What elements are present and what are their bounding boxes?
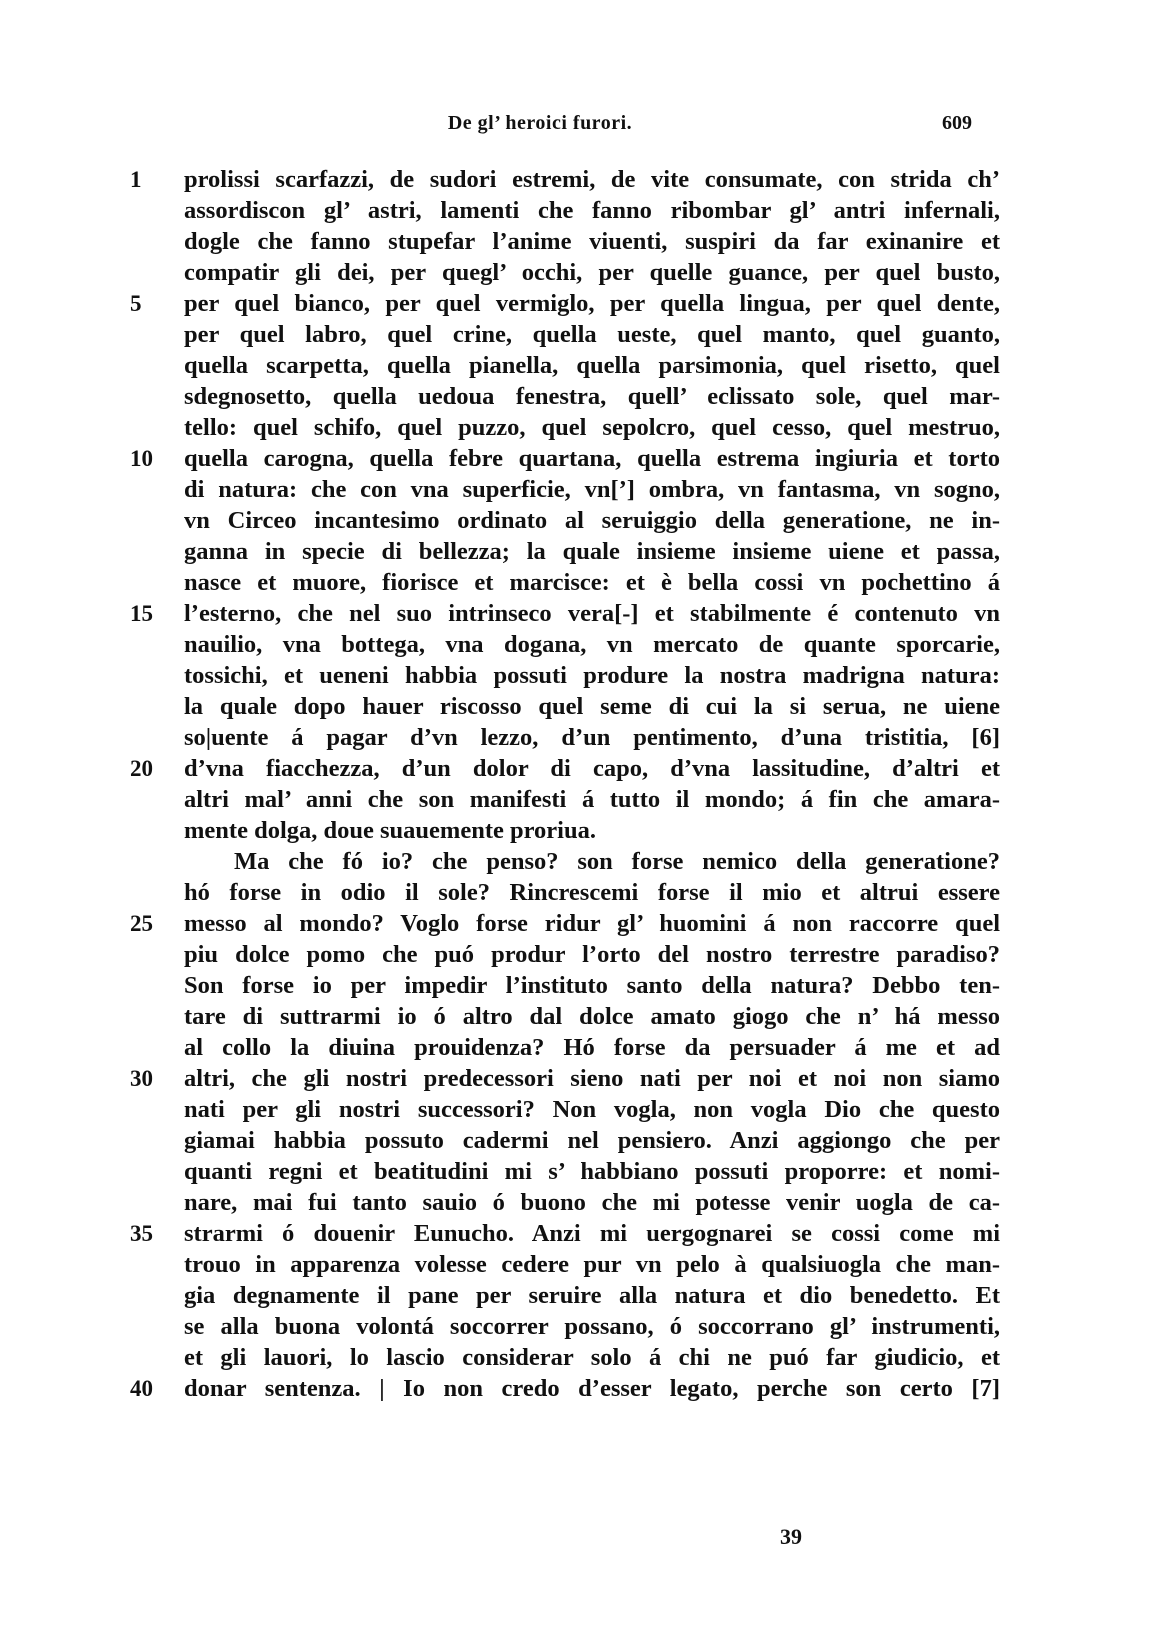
line-text: altri mal’ anni che son manifesti á tutto il mondo; á fin che amara- <box>184 786 1000 813</box>
line-number: 20 <box>130 756 153 781</box>
line-text: dogle che fanno stupefar l’anime viuenti, suspiri da far exinanire et <box>184 228 1000 255</box>
line-number: 25 <box>130 911 153 936</box>
line-text: strarmi ó douenir Eunucho. Anzi mi uergognarei se cossi come mi <box>184 1220 1000 1247</box>
line-text: d’vna fiacchezza, d’un dolor di capo, d’vna lassitudine, d’altri et <box>184 755 1000 782</box>
text-line <box>130 567 1010 598</box>
text-line <box>130 1001 1010 1032</box>
text-line <box>130 474 1010 505</box>
line-text: tare di suttrarmi io ó altro dal dolce amato giogo che n’ há messo <box>184 1003 1000 1030</box>
text-line <box>130 443 1010 474</box>
line-text: di natura: che con vna superficie, vn[’] ombra, vn fantasma, vn sogno, <box>184 476 1000 503</box>
text-line <box>130 939 1010 970</box>
text-line <box>130 226 1010 257</box>
line-text: compatir gli dei, per quegl’ occhi, per quelle guance, per quel busto, <box>184 259 1000 286</box>
line-text: nare, mai fui tanto sauio ó buono che mi potesse venir uogla de ca- <box>184 1189 1000 1216</box>
text-line <box>130 1094 1010 1125</box>
line-text: assordiscon gl’ astri, lamenti che fanno ribombar gl’ antri infernali, <box>184 197 1000 224</box>
line-text: al collo la diuina prouidenza? Hó forse da persuader á me et ad <box>184 1034 1000 1061</box>
line-number: 1 <box>130 167 142 192</box>
text-line <box>130 660 1010 691</box>
line-text: nati per gli nostri successori? Non vogla, non vogla Dio che questo <box>184 1096 1000 1123</box>
line-text: gia degnamente il pane per seruire alla natura et dio benedetto. Et <box>184 1282 1000 1309</box>
text-line <box>130 722 1010 753</box>
line-number: 5 <box>130 291 142 316</box>
text-line <box>130 350 1010 381</box>
text-line <box>130 1249 1010 1280</box>
line-text: nauilio, vna bottega, vna dogana, vn mercato de quante sporcarie, <box>184 631 1000 658</box>
line-text: prolissi scarfazzi, de sudori estremi, de vite consumate, con strida ch’ <box>184 166 1000 193</box>
line-text: giamai habbia possuto cadermi nel pensiero. Anzi aggiongo che per <box>184 1127 1000 1154</box>
text-line <box>130 1311 1010 1342</box>
line-number: 10 <box>130 446 153 471</box>
text-line <box>130 319 1010 350</box>
text-line <box>130 753 1010 784</box>
text-line <box>130 629 1010 660</box>
text-line <box>130 815 1010 846</box>
text-line <box>130 1373 1010 1404</box>
line-text: tello: quel schifo, quel puzzo, quel sepolcro, quel cesso, quel mestruo, <box>184 414 1000 441</box>
line-text: tossichi, et ueneni habbia possuti produre la nostra madrigna natura: <box>184 662 1000 689</box>
line-text: quanti regni et beatitudini mi s’ habbiano possuti proporre: et nomi- <box>184 1158 1000 1185</box>
line-number: 15 <box>130 601 153 626</box>
line-text: hó forse in odio il sole? Rincrescemi forse il mio et altrui essere <box>184 879 1000 906</box>
running-title: De gl’ heroici furori. <box>447 112 633 134</box>
text-line <box>130 598 1010 629</box>
line-text: sdegnosetto, quella uedoua fenestra, quell’ eclissato sole, quel mar- <box>184 383 1000 410</box>
line-text: so|uente á pagar d’vn lezzo, d’un pentimento, d’una tristitia, [6] <box>184 724 1000 751</box>
line-text: messo al mondo? Voglo forse ridur gl’ huomini á non raccorre quel <box>184 910 1000 937</box>
line-text: quella scarpetta, quella pianella, quella parsimonia, quel risetto, quel <box>184 352 1000 379</box>
text-line <box>130 164 1010 195</box>
text-line <box>130 908 1010 939</box>
text-line <box>130 1063 1010 1094</box>
text-line <box>130 1156 1010 1187</box>
text-line <box>130 288 1010 319</box>
line-text: mente dolga, doue suauemente proriua. <box>184 817 596 844</box>
line-text: vn Circeo incantesimo ordinato al seruiggio della generatione, ne in- <box>184 507 1000 534</box>
line-text: la quale dopo hauer riscosso quel seme di cui la si serua, ne uiene <box>184 693 1000 720</box>
text-line <box>130 505 1010 536</box>
line-text: nasce et muore, fiorisce et marcisce: et è bella cossi vn pochettino á <box>184 569 1000 596</box>
line-text: l’esterno, che nel suo intrinseco vera[-] et stabilmente é contenuto vn <box>184 600 1000 627</box>
text-line <box>130 412 1010 443</box>
line-text: altri, che gli nostri predecessori sieno nati per noi et noi non siamo <box>184 1065 1000 1092</box>
text-line <box>130 970 1010 1001</box>
page-number: 609 <box>942 112 972 134</box>
text-line <box>130 846 1010 877</box>
line-text: Son forse io per impedir l’instituto santo della natura? Debbo ten- <box>184 972 1000 999</box>
text-line <box>130 1187 1010 1218</box>
line-text: se alla buona volontá soccorrer possano, ó soccorrano gl’ instrumenti, <box>184 1313 1000 1340</box>
line-text: quella carogna, quella febre quartana, quella estrema ingiuria et torto <box>184 445 1000 472</box>
line-text: trouo in apparenza volesse cedere pur vn pelo à qualsiuogla che man- <box>184 1251 1000 1278</box>
text-block <box>130 164 1010 1404</box>
signature-mark: 39 <box>780 1524 802 1549</box>
line-text: et gli lauori, lo lascio considerar solo á chi ne puó far giudicio, et <box>184 1344 1000 1371</box>
text-line <box>130 691 1010 722</box>
line-text: donar sentenza. | Io non credo d’esser legato, perche son certo [7] <box>184 1375 1000 1402</box>
text-line <box>130 536 1010 567</box>
text-line <box>130 257 1010 288</box>
line-number: 35 <box>130 1221 153 1246</box>
text-line <box>130 1342 1010 1373</box>
text-line <box>130 1032 1010 1063</box>
text-line <box>130 877 1010 908</box>
running-head <box>0 112 1154 142</box>
text-line <box>130 784 1010 815</box>
line-text: ganna in specie di bellezza; la quale insieme insieme uiene et passa, <box>184 538 1000 565</box>
text-line <box>130 381 1010 412</box>
line-text: per quel bianco, per quel vermiglo, per quella lingua, per quel dente, <box>184 290 1000 317</box>
line-number: 40 <box>130 1376 153 1401</box>
line-number: 30 <box>130 1066 153 1091</box>
text-line <box>130 1125 1010 1156</box>
line-text: per quel labro, quel crine, quella ueste, quel manto, quel guanto, <box>184 321 1000 348</box>
line-text: Ma che fó io? che penso? son forse nemico della generatione? <box>234 848 1000 875</box>
text-line <box>130 1280 1010 1311</box>
text-line <box>130 195 1010 226</box>
text-line <box>130 1218 1010 1249</box>
line-text: piu dolce pomo che puó produr l’orto del nostro terrestre paradiso? <box>184 941 1000 968</box>
